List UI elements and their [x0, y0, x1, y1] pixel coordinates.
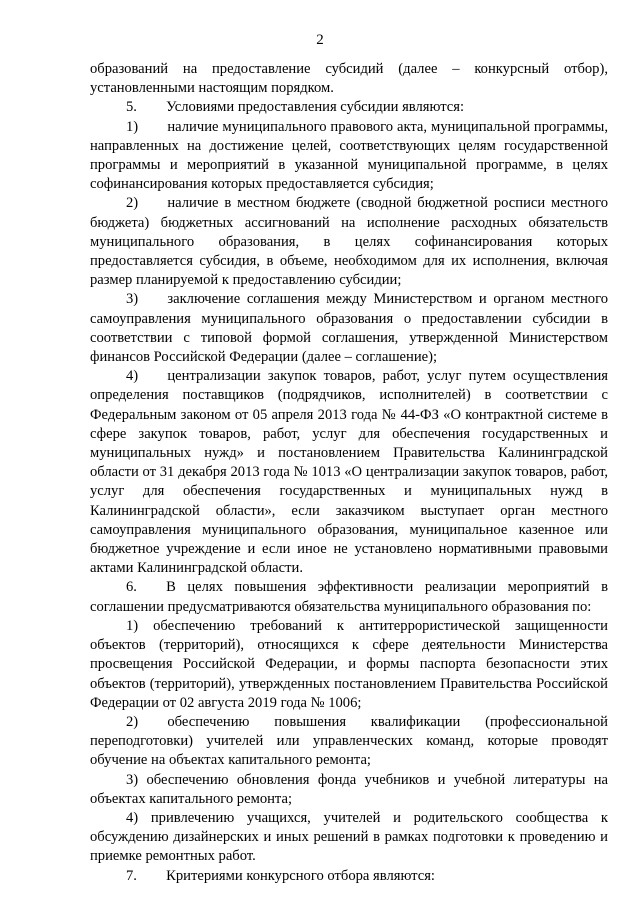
- paragraph-item-6: 6. В целях повышения эффективности реализации мероприятий в соглашении предусматриваются обязательства муниципального образования по:: [90, 579, 608, 615]
- paragraph-item-5-3: 3) заключение соглашения между Министерством и органом местного самоуправления муниципального образования о предоставлении субсидии в соответствии с типовой формой соглашения, утвержденной Министерством финансов Российской Федерации (далее – соглашение);: [90, 291, 608, 366]
- paragraph-item-7: 7. Критериями конкурсного отбора являются:: [126, 867, 435, 884]
- document-body: [90, 60, 608, 886]
- paragraph-item-5: 5. Условиями предоставления субсидии являются:: [126, 99, 465, 116]
- paragraph-item-5-1: 1) наличие муниципального правового акта, муниципальной программы, направленных на достижение целей, соответствующих целям государственной программы и мероприятий в указанной муниципальной программе, в целях софинансирования которых предоставляется субсидия;: [90, 118, 608, 193]
- page-number: 2: [316, 32, 324, 48]
- paragraph-item-6-1: 1) обеспечению требований к антитеррористической защищенности объектов (территорий), относящихся к сфере деятельности Министерства просвещения Российской Федерации, и формы паспорта безопасности этих объектов (территорий), утвержденных постановлением Правительства Российской Федерации от 02 августа 2019 года № 1006;: [90, 617, 608, 711]
- paragraph-item-6-4: 4) привлечению учащихся, учителей и родительского сообщества к обсуждению дизайнерских и иных решений в рамках подготовки к проведению и приемке ремонтных работ.: [90, 809, 608, 865]
- paragraph-item-5-2: 2) наличие в местном бюджете (сводной бюджетной росписи местного бюджета) бюджетных ассигнований на исполнение расходных обязательств муниципального образования, в целях софинансирования которых предоставляется субсидия, в объеме, необходимом для их исполнения, включая размер планируемой к предоставлению субсидии;: [90, 195, 608, 289]
- paragraph-item-6-3: 3) обеспечению обновления фонда учебников и учебной литературы на объектах капитального ремонта;: [90, 771, 608, 807]
- paragraph-item-5-4: 4) централизации закупок товаров, работ, услуг путем осуществления определения поставщиков (подрядчиков, исполнителей) в соответствии с Федеральным законом от 05 апреля 2013 года № 44-ФЗ «О контрактной системе в сфере закупок товаров, работ, услуг для обеспечения государственных и муниципальных нужд» и постановлением Правительства Калининградской области от 31 декабря 2013 года № 1013 «О централизации закупок товаров, работ, услуг для обеспечения государственных и муниципальных нужд в Калининградской области», если заказчиком выступает орган местного самоуправления муниципального образования, муниципальное казенное или бюджетное учреждение и если иное не установлено нормативными правовыми актами Калининградской области.: [90, 368, 608, 577]
- paragraph-item-6-2: 2) обеспечению повышения квалификации (профессиональной переподготовки) учителей или управленческих команд, которые проводят обучение на объектах капитального ремонта;: [90, 713, 608, 769]
- paragraph-continuation: образований на предоставление субсидий (далее – конкурсный отбор), установленными настоящим порядком.: [90, 61, 608, 97]
